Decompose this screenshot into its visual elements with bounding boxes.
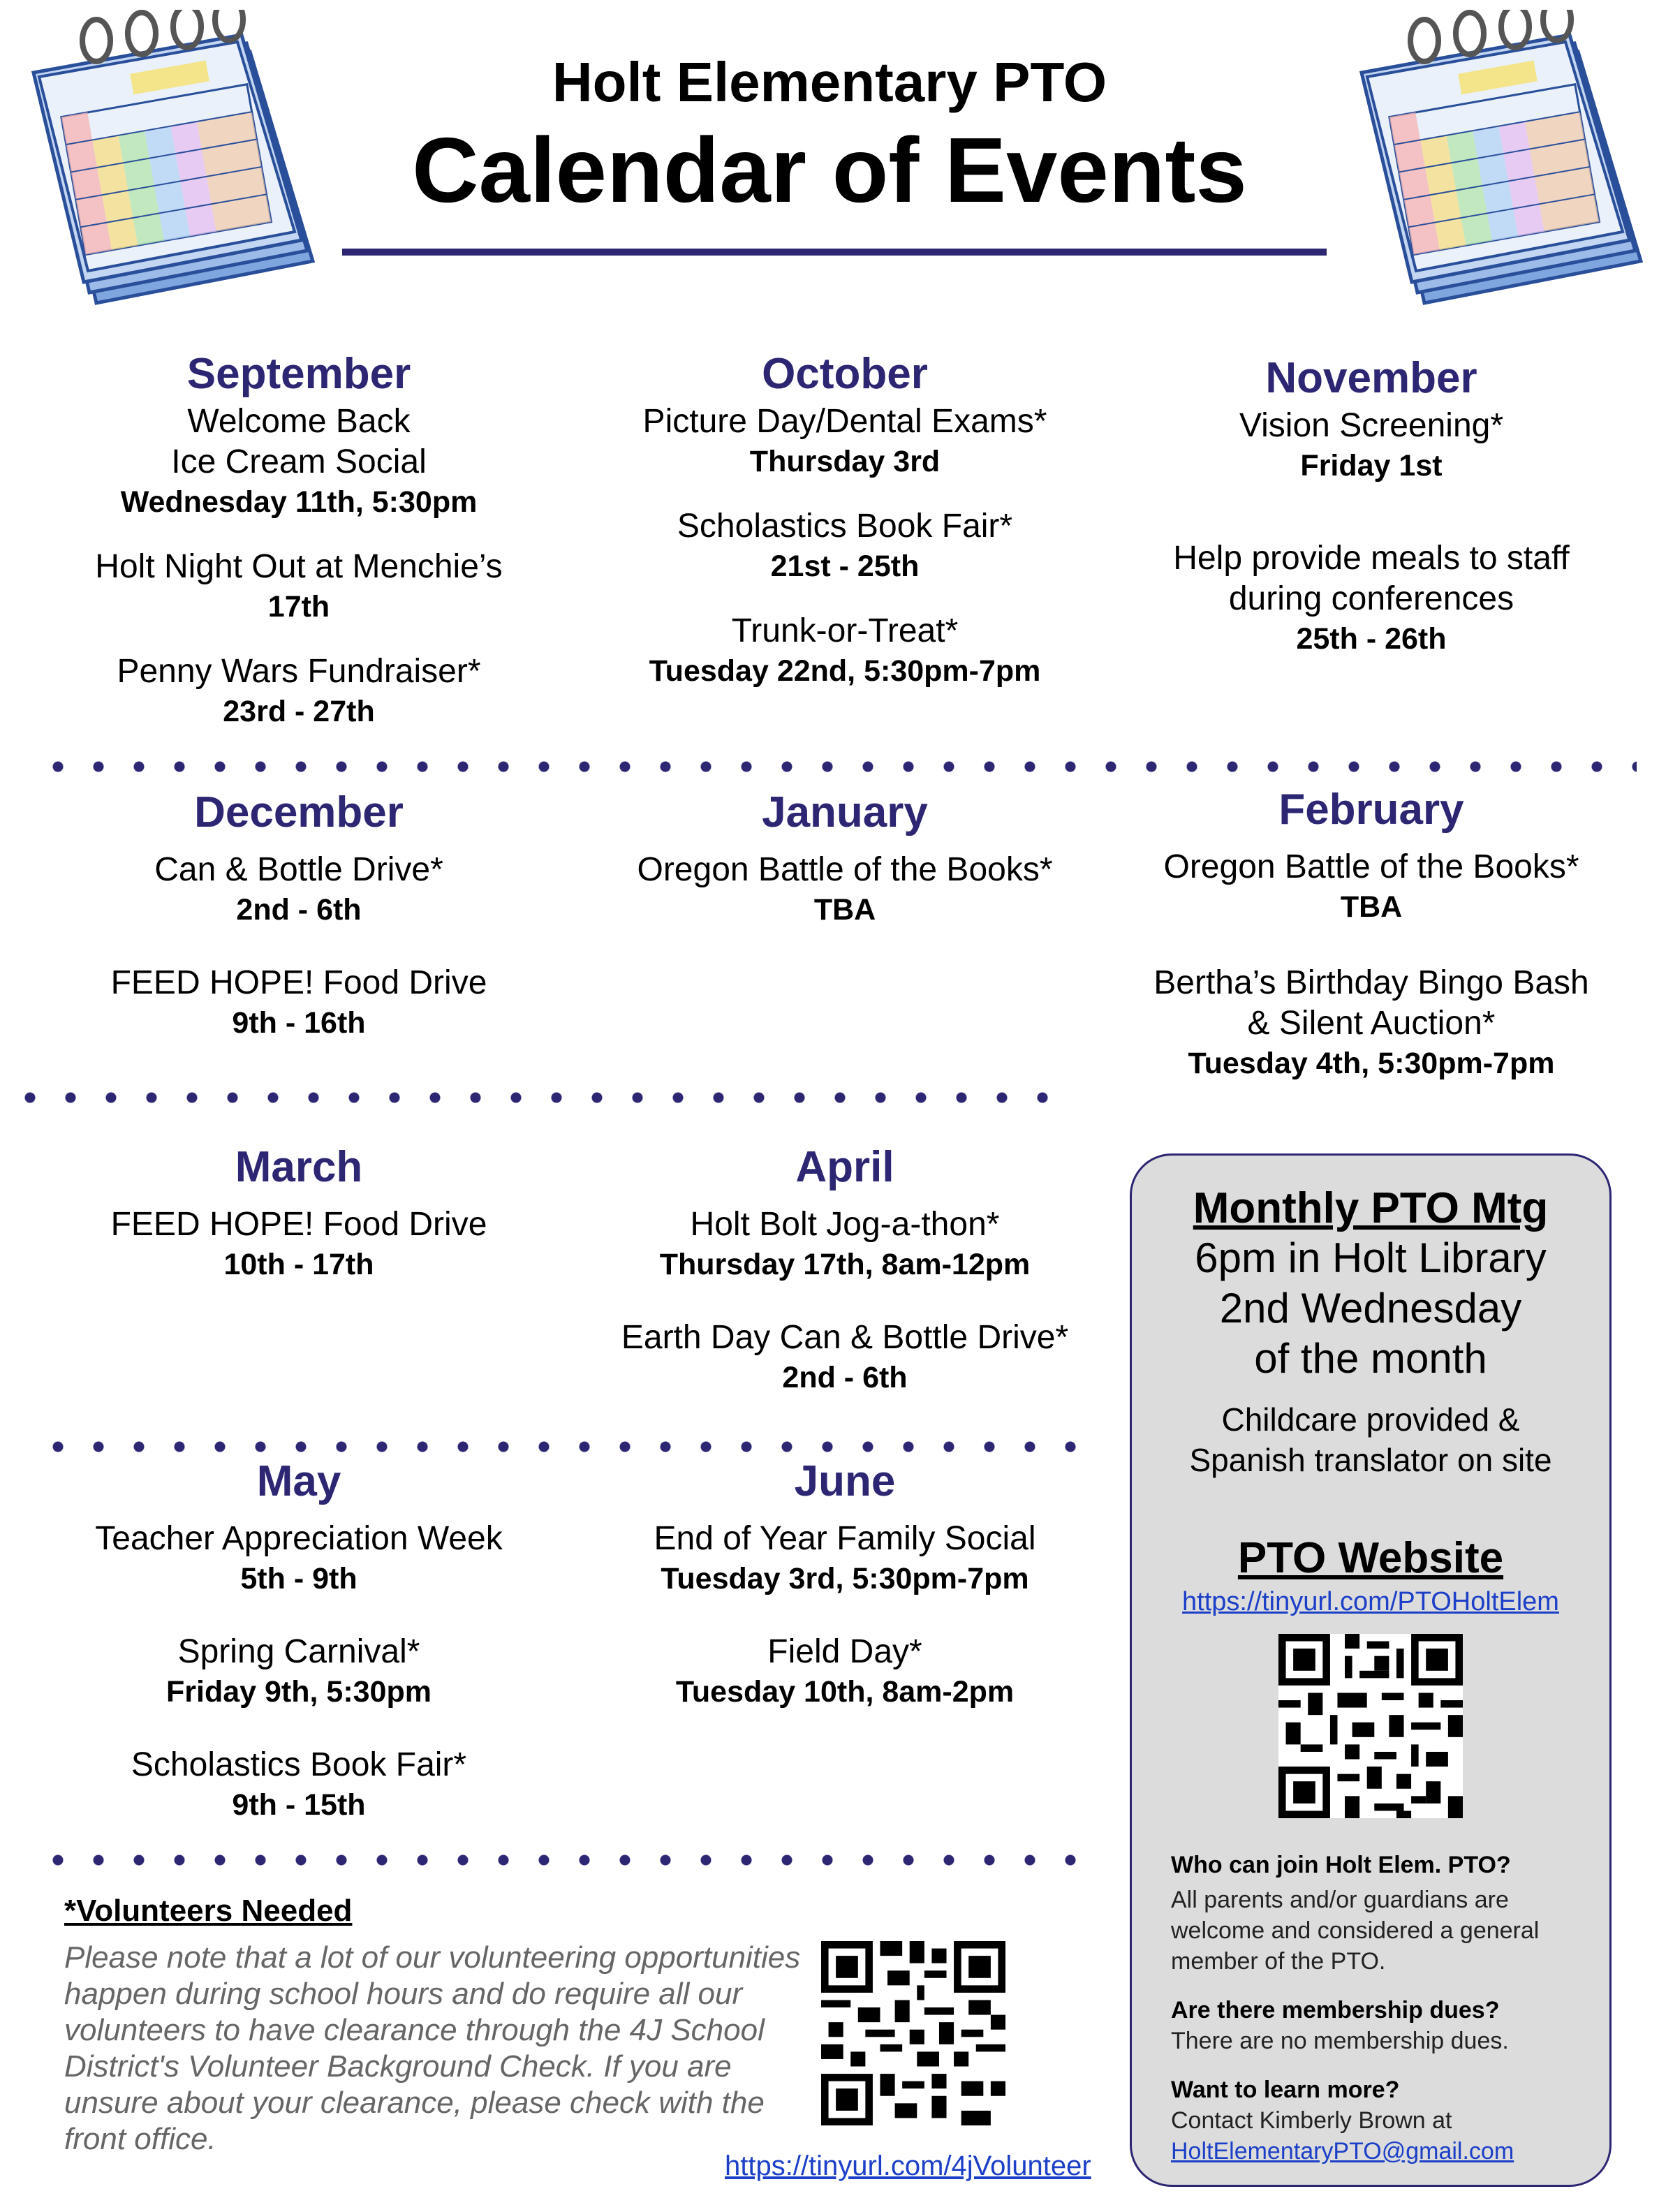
month-name: January	[762, 788, 928, 836]
volunteer-text: Please note that a lot of our volunteering opportunities happen during school hours and do require all our volunteers to have clearance through the 4J School District's Volunteer Background Check. If you are unsure about your clearance, please check with the front office.	[64, 1940, 801, 2156]
event-date: 9th - 16th	[232, 1006, 366, 1040]
volunteer-link[interactable]: https://tinyurl.com/4jVolunteer	[725, 2151, 1091, 2181]
event-title: Welcome Back	[187, 403, 411, 440]
month-name: December	[194, 788, 404, 836]
month-october	[593, 349, 1096, 691]
month-name: November	[1265, 354, 1477, 402]
month-name: April	[795, 1143, 894, 1191]
volunteer-heading: *Volunteers Needed	[64, 1894, 353, 1928]
section-divider	[38, 761, 1637, 772]
event-title: Holt Night Out at Menchie’s	[95, 548, 503, 585]
event-date: 9th - 15th	[232, 1788, 366, 1822]
website-qr-code	[1278, 1634, 1463, 1818]
event-date: 5th - 9th	[240, 1562, 357, 1595]
event-date: Friday 1st	[1300, 449, 1443, 482]
faq-answer: All parents and/or guardians are welcome and considered a general member of the PTO.	[1171, 1887, 1540, 1975]
event-title: Scholastics Book Fair*	[131, 1746, 467, 1783]
event-date: TBA	[813, 893, 876, 927]
month-name: October	[762, 350, 928, 398]
event-title: Oregon Battle of the Books*	[1163, 848, 1579, 885]
event-title: FEED HOPE! Food Drive	[110, 964, 487, 1001]
header-divider	[342, 249, 1327, 256]
month-september	[47, 349, 550, 731]
contact-email-link[interactable]: HoltElementaryPTO@gmail.com	[1171, 2138, 1514, 2165]
month-june	[593, 1457, 1096, 1711]
meeting-line: 2nd Wednesday	[1219, 1285, 1522, 1332]
website-title: PTO Website	[1237, 1534, 1504, 1582]
month-december	[47, 788, 550, 1042]
event-date: Tuesday 4th, 5:30pm-7pm	[1188, 1047, 1555, 1080]
event-date: Tuesday 10th, 8am-2pm	[675, 1675, 1015, 1709]
month-april	[593, 1142, 1096, 1397]
faq-question: Who can join Holt Elem. PTO?	[1171, 1852, 1511, 1878]
month-february	[1120, 785, 1623, 1083]
month-january	[593, 788, 1096, 929]
meeting-line: of the month	[1254, 1335, 1487, 1382]
event-title: Can & Bottle Drive*	[154, 851, 443, 888]
event-date: Tuesday 3rd, 5:30pm-7pm	[661, 1562, 1029, 1595]
month-name: September	[186, 350, 411, 398]
event-date: 2nd - 6th	[236, 893, 362, 927]
event-date: TBA	[1340, 890, 1403, 924]
event-title: Penny Wars Fundraiser*	[117, 653, 481, 690]
month-name: February	[1278, 786, 1464, 834]
event-title: during conferences	[1228, 580, 1514, 617]
event-date: 2nd - 6th	[782, 1361, 908, 1394]
month-name: March	[235, 1143, 363, 1191]
event-date: Thursday 17th, 8am-12pm	[659, 1248, 1031, 1281]
volunteer-qr-code	[821, 1941, 1005, 2125]
month-name: May	[256, 1457, 341, 1505]
event-date: Thursday 3rd	[749, 445, 941, 478]
event-title: Spring Carnival*	[177, 1633, 420, 1670]
header-subtitle: Holt Elementary PTO	[552, 51, 1107, 113]
event-title: FEED HOPE! Food Drive	[110, 1206, 487, 1243]
event-date: 10th - 17th	[223, 1248, 374, 1281]
event-title: Earth Day Can & Bottle Drive*	[621, 1319, 1069, 1356]
meeting-title: Monthly PTO Mtg	[1193, 1184, 1549, 1232]
event-date: 25th - 26th	[1296, 622, 1447, 656]
childcare-line: Spanish translator on site	[1189, 1442, 1552, 1478]
section-divider	[38, 1855, 1078, 1866]
event-date: 23rd - 27th	[223, 695, 375, 728]
event-date: 21st - 25th	[770, 550, 920, 583]
event-title: Trunk-or-Treat*	[731, 612, 959, 649]
faq-answer: Contact Kimberly Brown at	[1171, 2107, 1452, 2134]
section-divider	[10, 1092, 1057, 1103]
event-date: Tuesday 22nd, 5:30pm-7pm	[649, 654, 1041, 688]
event-title: End of Year Family Social	[654, 1520, 1036, 1557]
event-date: Friday 9th, 5:30pm	[166, 1675, 432, 1709]
section-divider	[38, 1441, 1078, 1452]
event-title: Field Day*	[767, 1633, 922, 1670]
faq-answer: There are no membership dues.	[1171, 2028, 1509, 2054]
childcare-line: Childcare provided &	[1221, 1401, 1520, 1438]
event-title: Picture Day/Dental Exams*	[642, 403, 1047, 440]
event-title: Oregon Battle of the Books*	[637, 851, 1053, 888]
month-november	[1120, 353, 1623, 658]
event-date: Wednesday 11th, 5:30pm	[120, 485, 478, 519]
event-title: Scholastics Book Fair*	[677, 508, 1013, 545]
month-may	[47, 1457, 550, 1824]
month-march	[47, 1142, 550, 1284]
event-title: Help provide meals to staff	[1173, 540, 1570, 577]
event-date: 17th	[267, 590, 330, 624]
meeting-line: 6pm in Holt Library	[1195, 1234, 1547, 1281]
event-title: Ice Cream Social	[171, 443, 427, 480]
event-title: Teacher Appreciation Week	[95, 1520, 503, 1557]
page-title: Calendar of Events	[412, 119, 1247, 221]
event-title: Vision Screening*	[1239, 407, 1504, 444]
faq-question: Are there membership dues?	[1171, 1997, 1500, 2023]
month-name: June	[794, 1457, 896, 1505]
website-link[interactable]: https://tinyurl.com/PTOHoltElem	[1182, 1587, 1559, 1616]
event-title: & Silent Auction*	[1247, 1005, 1496, 1042]
event-title: Bertha’s Birthday Bingo Bash	[1153, 964, 1589, 1001]
faq-question: Want to learn more?	[1171, 2077, 1400, 2103]
pto-info-box	[1130, 1153, 1612, 2187]
event-title: Holt Bolt Jog-a-thon*	[690, 1206, 1000, 1243]
